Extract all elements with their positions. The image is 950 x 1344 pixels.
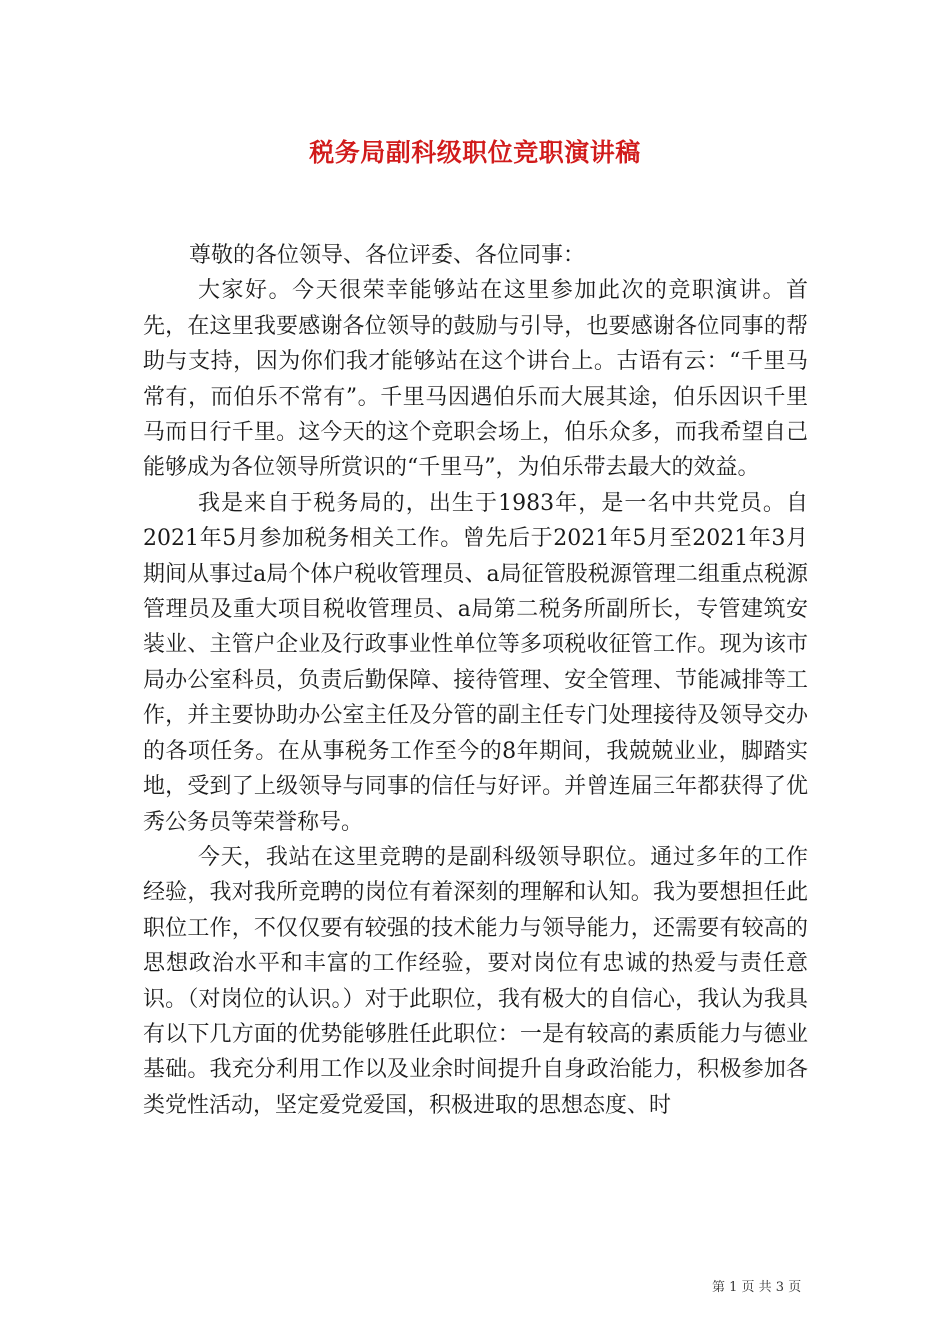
paragraph-3: 今天，我站在这里竞聘的是副科级领导职位。通过多年的工作经验，我对我所竞聘的岗位有着深刻的理解和认知。我为要想担任此职位工作，不仅仅要有较强的技术能力与领导能力，还需要有较高的思想政治水平和丰富的工作经验，要对岗位有忠诚的热爱与责任意识。（对岗位的认识。）对于此职位，我有极大的自信心，我认为我具有以下几方面的优势能够胜任此职位：一是有较高的素质能力与德业基础。我充分利用工作以及业余时间提升自身政治能力，积极参加各类党性活动，坚定爱党爱国，积极进取的思想态度、时: [143, 844, 808, 1118]
document-body: [143, 238, 808, 1123]
paragraph-2: 我是来自于税务局的，出生于1983年，是一名中共党员。自2021年5月参加税务相关工作。曾先后于2021年5月至2021年3月期间从事过a局个体户税收管理员、a局征管股税源管理二组重点税源管理员及重大项目税收管理员、a局第二税务所副所长，专管建筑安装业、主管户企业及行政事业性单位等多项税收征管工作。现为该市局办公室科员，负责后勤保障、接待管理、安全管理、节能减排等工作，并主要协助办公室主任及分管的副主任专门处理接待及领导交办的各项任务。在从事税务工作至今的8年期间，我兢兢业业，脚踏实地，受到了上级领导与同事的信任与好评。并曾连届三年都获得了优秀公务员等荣誉称号。: [143, 490, 808, 835]
paragraph-1: 大家好。今天很荣幸能够站在这里参加此次的竞职演讲。首先，在这里我要感谢各位领导的鼓励与引导，也要感谢各位同事的帮助与支持，因为你们我才能够站在这个讲台上。古语有云：“千里马常有，而伯乐不常有”。千里马因遇伯乐而大展其途，伯乐因识千里马而日行千里。这今天的这个竞职会场上，伯乐众多，而我希望自己能够成为各位领导所赏识的“千里马”，为伯乐带去最大的效益。: [143, 278, 808, 481]
page-number-footer: 第 1 页 共 3 页: [712, 1280, 802, 1295]
salutation: 尊敬的各位领导、各位评委、各位同事：: [189, 243, 586, 268]
document-title: 税务局副科级职位竞职演讲稿: [309, 138, 641, 167]
